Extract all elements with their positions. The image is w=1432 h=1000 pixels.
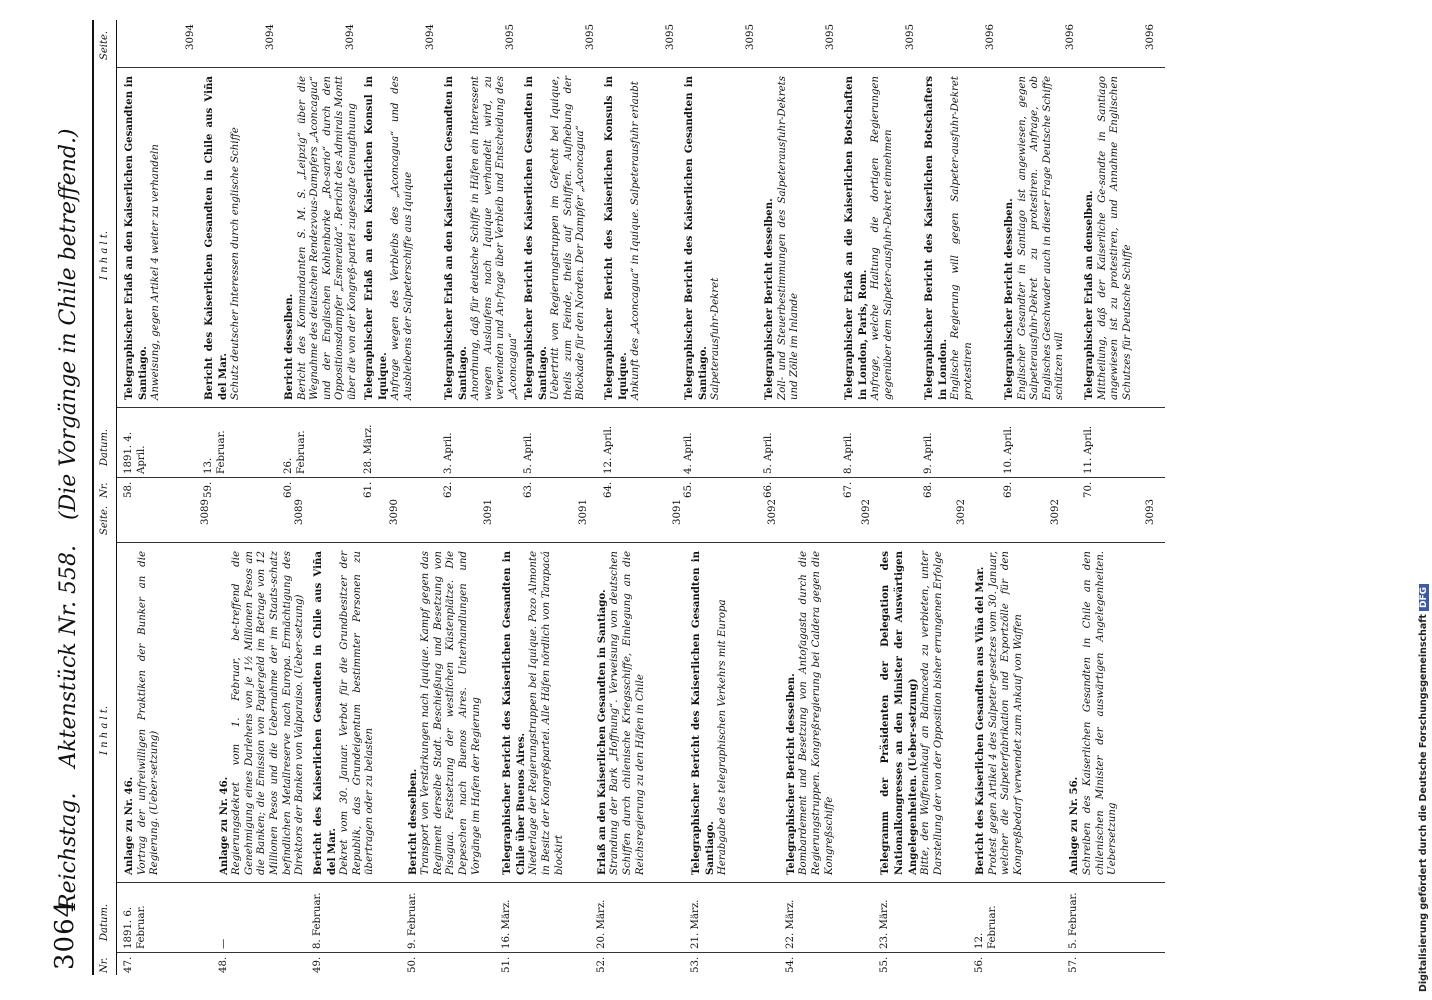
entry-date: 5. April. xyxy=(523,432,534,474)
entry-date: 10. April. xyxy=(1003,426,1014,474)
entry-body: Ankunft des „Aconcagua“ in Iquique. Salpeterausfuhr erlaubt xyxy=(630,81,642,400)
entry-title: Telegramm der Präsidenten der Delegation des Nationalkongresses an den Minister der Auswärtigen Angelegenheiten. (Ueber-setzung) xyxy=(879,551,919,875)
entry-page: 3095 xyxy=(665,24,676,50)
entry-body: Mittheilung, daß der Kaiserliche Ge-sandte in Santiago angewiesen ist zu protestiren, und Annahme Englischen Schutzes für Deutsche Schiffe xyxy=(1096,76,1133,400)
entry-page: 3094 xyxy=(185,24,196,50)
entry-page: 3089 xyxy=(294,499,306,525)
entry-title: Telegraphischer Erlaß an den Kaiserlichen Gesandten in Santiago. xyxy=(123,76,149,400)
entry-title: Telegraphischer Bericht des Kaiserlichen Gesandten in Santiago. xyxy=(523,76,549,400)
entry-page: 3095 xyxy=(825,24,836,50)
entry-date: — xyxy=(217,938,229,949)
column-header xyxy=(94,495,117,975)
entry-content xyxy=(683,76,723,400)
entry-number: 68. xyxy=(923,481,934,498)
entry-date: 13. Februar. xyxy=(203,430,227,474)
entry-date: 20. März. xyxy=(595,899,607,949)
table-row xyxy=(283,20,361,500)
entry-title: Bericht desselben. xyxy=(406,768,419,875)
header-seite: Seite. xyxy=(99,30,110,60)
right-rows xyxy=(117,20,1165,500)
entry-number: 60. xyxy=(283,481,294,498)
entry-body: Englischer Gesandter in Santiago ist angewiesen, gegen Salpeterausfuhr-Dekret zu protestiren. Anfrage, ob Englisches Geschwader auch in dieser Frage Deutsche Schiffe schützen will xyxy=(1016,76,1066,400)
entry-number: 55. xyxy=(879,956,891,973)
entry-number: 66. xyxy=(763,481,774,498)
entry-number: 62. xyxy=(443,481,454,498)
entry-number: 49. xyxy=(312,956,324,973)
entry-content xyxy=(603,76,643,400)
entry-date: 3. April. xyxy=(443,432,454,474)
header-datum: Datum. xyxy=(99,903,110,941)
entry-date: 28. März. xyxy=(363,424,374,474)
entry-date: 4. April. xyxy=(683,432,694,474)
table-row xyxy=(501,495,594,975)
entry-title: Bericht des Kaiserlichen Gesandten in Chile aus Viña del Mar. xyxy=(312,551,338,875)
entry-body: Englische Regierung will gegen Salpeter-ausfuhr-Dekret protestiren xyxy=(950,76,974,400)
column-header xyxy=(94,20,117,500)
entry-number: 59. xyxy=(203,481,214,498)
entry-title: Anlage zu Nr. 46. xyxy=(217,776,230,875)
table-row xyxy=(1003,20,1081,500)
entry-title: Telegraphischer Bericht des Kaiserlichen Gesandten in Chile über Buenos Aires. xyxy=(501,551,527,875)
entry-page: 3096 xyxy=(985,24,996,50)
entry-body: Bombardement und Besetzung von Antofagasta durch die Regierungstruppen. Kongreßregierung bei Caldera gegen die Kongreßschiffe xyxy=(798,551,835,875)
entry-title: Telegraphischer Erlaß an denselben. xyxy=(1083,190,1095,400)
entry-body: Niederlage der Regierungstruppen bei Iquique. Pozo Almonte in Besitz der Kongreßpartei. Alle Häfen nördlich von Tarapacá blockirt xyxy=(528,551,565,875)
entry-content xyxy=(923,76,975,400)
entry-title: Telegraphischer Erlaß an den Kaiserlichen Konsul in Iquique. xyxy=(363,76,389,400)
entry-title: Telegraphischer Bericht desselben. xyxy=(1003,198,1015,400)
entry-content xyxy=(1003,76,1067,400)
entry-date: 22. März. xyxy=(784,899,796,949)
entry-title: Telegraphischer Bericht des Kaiserlichen Gesandten in Santiago. xyxy=(683,76,709,400)
entry-page: 3091 xyxy=(577,499,589,525)
entry-page: 3095 xyxy=(745,24,756,50)
entry-date: 9. Februar. xyxy=(406,892,418,949)
entry-page: 3092 xyxy=(955,499,967,525)
entry-date: 5. Februar. xyxy=(1068,892,1080,949)
entry-title: Anlage zu Nr. 46. xyxy=(123,776,135,875)
entry-body: Anordnung, daß für deutsche Schiffe in Häfen ein Interessent wegen Auslaufens nach Iquique verhandelt wird, zu verwenden und An-frage über Verbleib und Entscheidung des „Aconcagua“ xyxy=(470,76,519,400)
left-rows xyxy=(117,495,1165,975)
table-row xyxy=(843,20,921,500)
entry-title: Anlage zu Nr. 56. xyxy=(1068,776,1081,875)
running-title-part: Reichstag. xyxy=(56,792,81,910)
entry-body: Anfrage wegen des Verbleibs des „Aconcagua“ und des Ausbleibens der Salpeterschiffe aus Iquique xyxy=(390,76,414,400)
entry-number: 61. xyxy=(363,481,374,498)
entry-content xyxy=(1083,76,1134,400)
entry-content xyxy=(443,76,521,400)
entry-page: 3090 xyxy=(388,499,400,525)
table-row xyxy=(203,20,281,500)
entry-body: Uebertritt von Regierungstruppen im Gefecht bei Iquique, theils zum Feinde, theils auf Schiffen. Aufhebung der Blockade für den Norden. Der Dampfer „Aconcagua“ xyxy=(550,76,587,400)
left-column xyxy=(92,495,1174,975)
table-row xyxy=(923,20,1001,500)
header-seite: Seite. xyxy=(99,505,110,535)
entry-title: Telegraphischer Erlaß an den Kaiserlichen Gesandten in Santiago. xyxy=(443,76,469,400)
entry-date: 16. März. xyxy=(501,899,513,949)
entry-title: Telegraphischer Bericht des Kaiserlichen Gesandten in Santiago. xyxy=(690,551,716,875)
entry-body: Protest gegen Artikel 4 des Salpeter-gesetzes vom 30. Januar, welcher die Salpeterfabrikation und Exportzölle für den Kongreßbedarf verwendet zum Ankauf von Waffen xyxy=(987,551,1024,875)
entry-title: Bericht desselben. xyxy=(283,293,295,400)
entry-title: Bericht des Kaiserlichen Gesandten aus Viña del Mar. xyxy=(973,566,986,875)
entry-date: 8. Februar. xyxy=(312,892,324,949)
entry-content xyxy=(690,551,730,875)
entry-body: Schreiben des Kaiserlichen Gesandten in Chile an den chilenischen Minister der auswärtigen Angelegenheiten. Uebersetzung xyxy=(1082,551,1119,875)
entry-date: 9. April. xyxy=(923,432,934,474)
table-row xyxy=(123,495,216,975)
table-row xyxy=(603,20,681,500)
entry-date: 12. April. xyxy=(603,426,614,474)
header-nr: Nr. xyxy=(99,957,110,973)
entry-page: 3092 xyxy=(1050,499,1062,525)
entry-title: Telegraphischer Bericht des Kaiserlichen Konsuls in Iquique. xyxy=(603,76,629,400)
entry-content xyxy=(879,551,945,875)
entry-page: 3095 xyxy=(505,24,516,50)
entry-body: Schutz deutscher Interessen durch englische Schiffe xyxy=(230,127,242,400)
entry-number: 53. xyxy=(690,956,702,973)
footer-credit xyxy=(1418,584,1429,992)
header-inhalt: I n h a l t. xyxy=(99,705,110,755)
table-row xyxy=(690,495,783,975)
entry-content xyxy=(785,551,836,875)
entry-title: Telegraphischer Erlaß an die Kaiserlichen Botschaften in London, Paris, Rom. xyxy=(843,76,869,400)
page-number: 3064 xyxy=(50,899,80,970)
entry-content xyxy=(763,76,802,400)
credit-text: Digitalisierung gefördert durch die Deutsche Forschungsgemeinschaft xyxy=(1418,614,1429,992)
entry-title: Bericht des Kaiserlichen Gesandten in Chile aus Viña del Mar. xyxy=(203,76,229,400)
entry-page: 3096 xyxy=(1145,24,1156,50)
table-row xyxy=(363,20,441,500)
entry-page: 3091 xyxy=(483,499,495,525)
entry-page: 3094 xyxy=(345,24,356,50)
entry-content xyxy=(123,551,162,875)
entry-body: Transport von Verstärkungen nach Iquique. Kampf gegen das Regiment derselbe Stadt. Beschießung und Besetzung von Pisagua. Festsetzung der westlichen Küstenplätze. Die Depeschen nach Buenos Aires. Unterhandlungen und Vorgänge im Hafen der Regierung xyxy=(420,551,482,875)
entry-content xyxy=(312,551,377,875)
entry-date: 1891. 4. April. xyxy=(123,431,147,474)
entry-body: Salpeterausfuhr-Dekret xyxy=(710,277,722,400)
entry-number: 64. xyxy=(603,481,614,498)
entry-body: Strandung der Bark „Hoffnung“. Verweisung von deutschen Schiffen durch chilenische Kriegsschiffe, Einlegung an die Reichsregierung zu den Häfen in Chile xyxy=(609,551,646,875)
table-row xyxy=(407,495,500,975)
entry-content xyxy=(407,551,484,875)
entry-content xyxy=(501,551,566,875)
running-title-part: (Die Vorgänge in Chile betreffend.) xyxy=(56,128,81,521)
entry-body: Herabgabe des telegraphischen Verkehrs mit Europa xyxy=(717,599,729,875)
entry-number: 63. xyxy=(523,481,534,498)
table-row xyxy=(443,20,521,500)
right-column xyxy=(92,20,1174,500)
table-row xyxy=(218,495,311,975)
entry-date: 1891. 6. Februar. xyxy=(123,905,147,949)
table-row xyxy=(312,495,405,975)
entry-date: 12. Februar. xyxy=(973,905,998,949)
entry-content xyxy=(596,551,647,875)
entry-number: 70. xyxy=(1083,481,1094,498)
table-row xyxy=(763,20,841,500)
entry-number: 54. xyxy=(784,956,796,973)
entry-date: 23. März. xyxy=(879,899,891,949)
entry-page: 3095 xyxy=(585,24,596,50)
table-row xyxy=(1068,495,1161,975)
entry-number: 56. xyxy=(973,956,985,973)
entry-title: Erlaß an den Kaiserlichen Gesandten in Santiago. xyxy=(595,589,608,875)
header-inhalt: I n h a l t. xyxy=(99,230,110,280)
entry-body: Bericht des Kommandanten S. M. S. „Leipzig“ über die Wegnahme des deutschen Rendezvous-Dampfers „Aconcagua“ und der Englischen Kohlenbarke „Ro-sario“ durch den Oppositionsdampfer „Esmeralda“. Bericht des Admirals Montt über die von der Kongreß-partei zugesagte Genugthuung xyxy=(296,76,358,400)
entry-content xyxy=(123,76,163,400)
entry-title: Telegraphischer Bericht desselben. xyxy=(763,198,775,400)
entry-title: Telegraphischer Bericht des Kaiserlichen Botschafters in London. xyxy=(923,76,949,400)
entry-date: 26. Februar. xyxy=(283,430,307,474)
table-row xyxy=(596,495,689,975)
table-row xyxy=(1083,20,1161,500)
table-row xyxy=(879,495,972,975)
entry-number: 50. xyxy=(406,956,418,973)
entry-body: Anfrage, welche Haltung die dortigen Regierungen gegenüber dem Salpeter-ausfuhr-Dekret einnehmen xyxy=(870,76,894,400)
entry-content xyxy=(203,76,243,400)
entry-content xyxy=(363,76,415,400)
entry-content xyxy=(1068,551,1119,875)
entry-page: 3091 xyxy=(672,499,684,525)
running-title-part: Aktenstück Nr. 558. xyxy=(56,545,81,768)
entry-number: 52. xyxy=(595,956,607,973)
entry-number: 58. xyxy=(123,481,134,498)
entry-number: 47. xyxy=(123,956,134,973)
entry-date: 21. März. xyxy=(690,899,702,949)
table-row xyxy=(974,495,1067,975)
dfg-badge: DFG xyxy=(1419,584,1429,611)
entry-body: Vortrag der unfreiwilligen Praktiken der Bunker an die Regierung. (Ueber-setzung) xyxy=(136,551,161,875)
entry-body: Zoll- und Steuerbestimmungen des Salpeterausfuhr-Dekrets und Zölle im Inlande xyxy=(776,76,801,400)
table-row xyxy=(785,495,878,975)
entry-number: 69. xyxy=(1003,481,1014,498)
entry-number: 67. xyxy=(843,481,854,498)
entry-page: 3093 xyxy=(1144,499,1156,525)
entry-page: 3092 xyxy=(766,499,778,525)
entry-body: Anweisung, gegen Artikel 4 weiter zu verhandeln xyxy=(150,144,162,400)
entry-content xyxy=(974,551,1025,875)
entry-date: 11. April. xyxy=(1083,426,1094,474)
table-row xyxy=(523,20,601,500)
header-nr: Nr. xyxy=(99,482,110,498)
table-row xyxy=(123,20,201,500)
entry-content xyxy=(843,76,895,400)
entry-page: 3096 xyxy=(1065,24,1076,50)
page-header xyxy=(40,0,100,1000)
entry-body: Dekret vom 30. Januar. Verbot für die Grundbesitzer der Republik, das Grundeigentum bestimmter Personen zu übertragen oder zu belasten xyxy=(339,551,376,875)
entry-page: 3089 xyxy=(199,499,211,525)
entry-content xyxy=(218,551,307,875)
entry-page: 3094 xyxy=(425,24,436,50)
entry-title: Telegraphischer Bericht desselben. xyxy=(784,673,797,875)
entry-content xyxy=(523,76,588,400)
header-datum: Datum. xyxy=(99,428,110,466)
entry-date: 5. April. xyxy=(763,432,774,474)
entry-body: Regierungsdekret vom 1. Februar, be-treffend die Genehmigung eines Darlehens von je 1½ Millionen Pesos an die Banken; die Emission von Papiergeld im Betrage von 12 Millionen Pesos und die Uebernahme der im Staats-schatz befindlichen Metallreserve nach Europa. Ermächtigung des Direktors der Banken von Valparaiso. (Ueber-setzung) xyxy=(231,551,306,875)
table-row xyxy=(683,20,761,500)
entry-body: Bitte, den Waffenankauf an Balmaceda zu verbieten, unter Darstellung der von der Opposition bisher errungenen Erfolge xyxy=(920,551,944,875)
entry-content xyxy=(283,76,360,400)
entry-number: 51. xyxy=(501,956,513,973)
entry-number: 65. xyxy=(683,481,694,498)
entry-date: 8. April. xyxy=(843,432,854,474)
entry-page: 3094 xyxy=(265,24,276,50)
running-title xyxy=(56,128,81,910)
entry-page: 3092 xyxy=(861,499,873,525)
entry-page: 3095 xyxy=(905,24,916,50)
entry-number: 57. xyxy=(1068,956,1080,973)
entry-number: 48. xyxy=(217,956,229,973)
